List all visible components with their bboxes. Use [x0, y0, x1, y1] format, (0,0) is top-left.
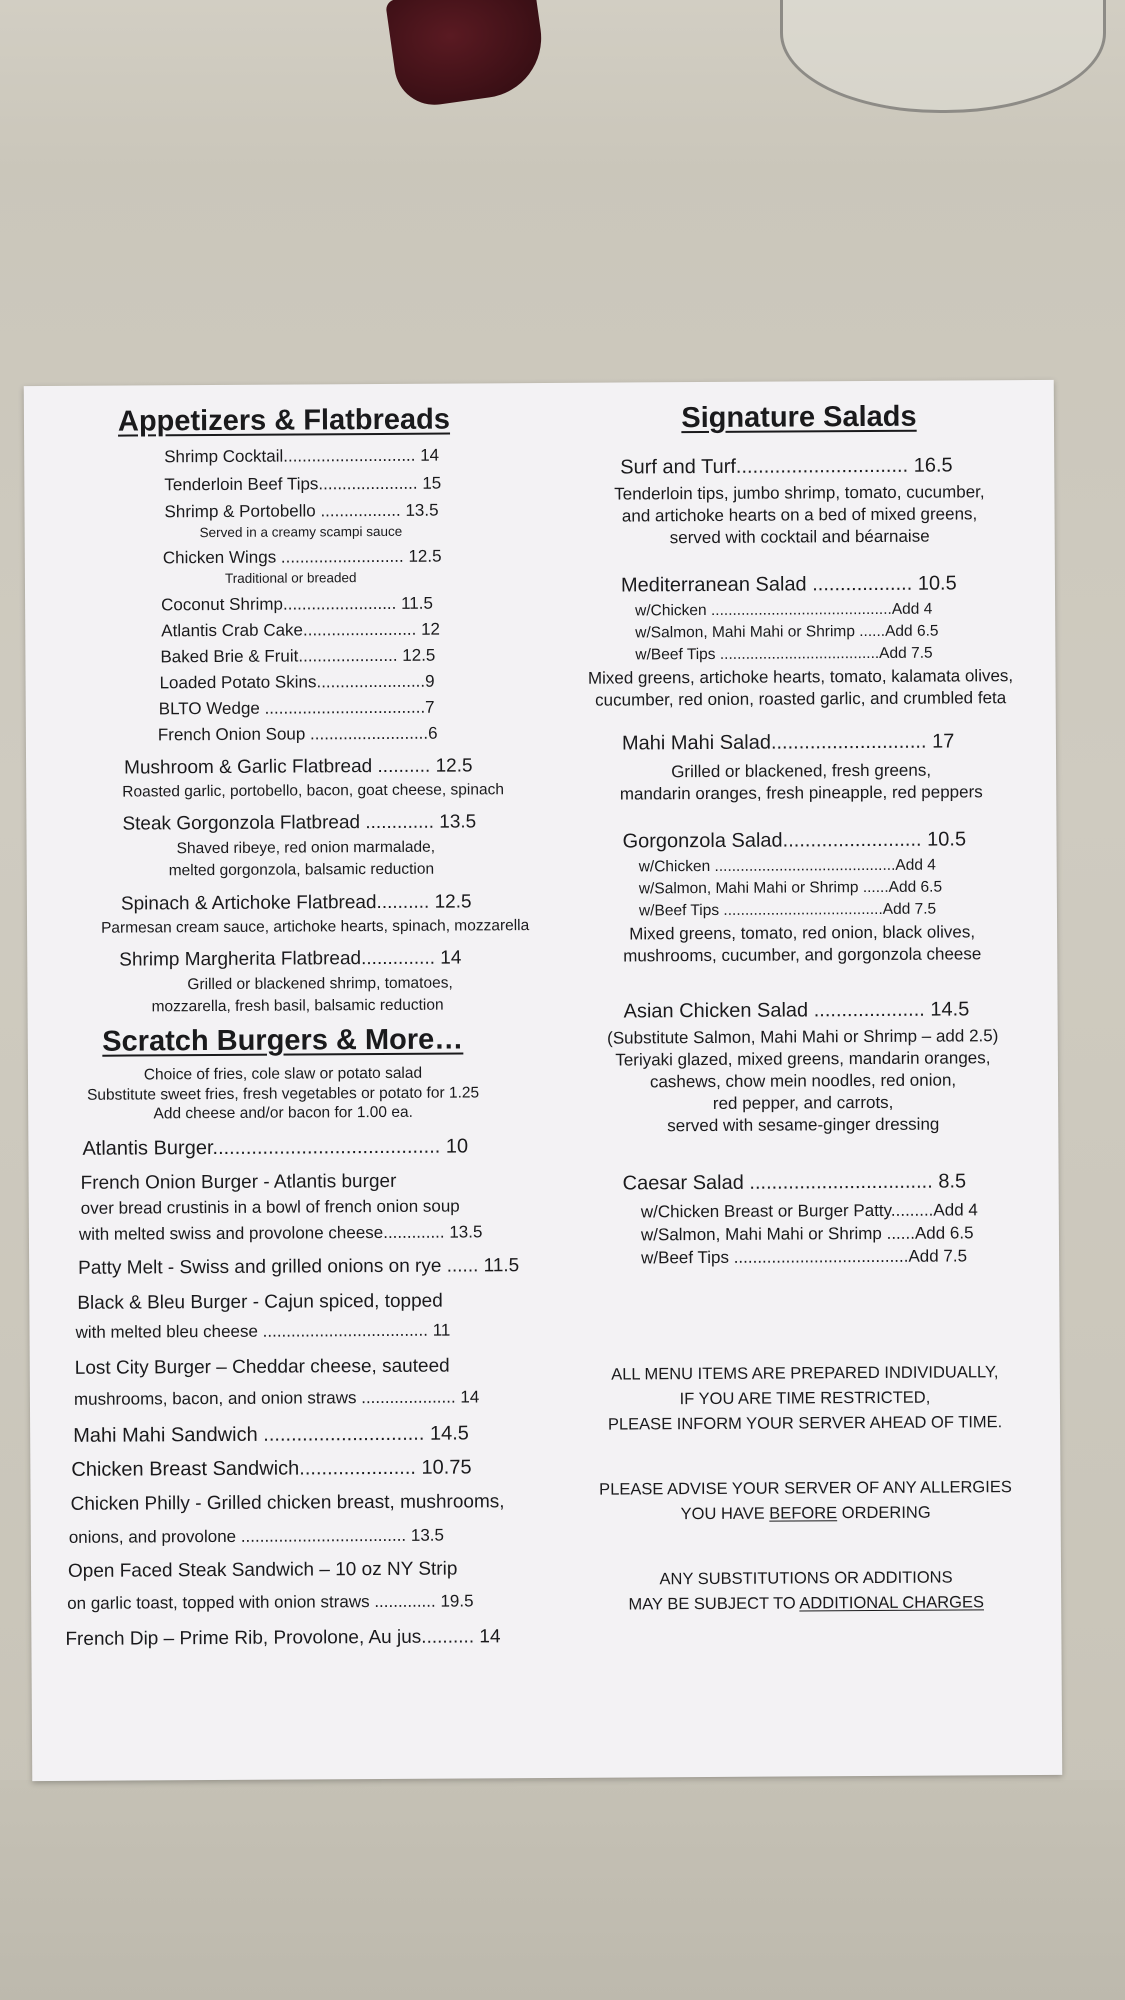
item-description: mandarin oranges, fresh pineapple, red peppers	[619, 782, 983, 804]
notice-line: IF YOU ARE TIME RESTRICTED,	[679, 1388, 931, 1408]
menu-item: Shrimp Cocktail............................ 14	[164, 445, 440, 467]
menu-item: Black & Bleu Burger - Cajun spiced, topped	[77, 1290, 443, 1314]
item-description: Shaved ribeye, red onion marmalade,	[176, 838, 436, 858]
menu-item: Mahi Mahi Sandwich ............................. 14.5	[73, 1422, 469, 1447]
menu-item: Asian Chicken Salad .................... 14.5	[623, 998, 970, 1023]
item-description: (Substitute Salmon, Mahi Mahi or Shrimp – add 2.5)	[607, 1026, 999, 1048]
add-on: w/Beef Tips .....................................Add 7.5	[638, 900, 937, 920]
item-description: Mixed greens, artichoke hearts, tomato, kalamata olives,	[587, 666, 1014, 688]
item-description: served with sesame-ginger dressing	[667, 1114, 940, 1136]
menu-item: Open Faced Steak Sandwich – 10 oz NY Strip	[67, 1558, 458, 1582]
menu-item: Lost City Burger – Cheddar cheese, sauteed	[74, 1355, 450, 1379]
item-description: Parmesan cream sauce, artichoke hearts, spinach, mozzarella	[101, 917, 530, 937]
notice-line: YOU HAVE BEFORE ORDERING	[680, 1503, 931, 1523]
add-on: w/Salmon, Mahi Mahi or Shrimp ......Add 6.5	[640, 1223, 974, 1245]
add-on: w/Chicken ..........................................Add 4	[635, 600, 933, 620]
menu-item: Shrimp & Portobello ................. 13.5	[164, 500, 439, 522]
menu-item: Chicken Breast Sandwich..................... 10.75	[71, 1456, 472, 1481]
menu-item: Gorgonzola Salad......................... 10.5	[622, 828, 967, 853]
salads-heading: Signature Salads	[681, 400, 917, 435]
item-description: Tenderloin tips, jumbo shrimp, tomato, cucumber,	[614, 482, 985, 504]
item-description: over bread crustinis in a bowl of french onion soup	[80, 1196, 460, 1218]
menu-item: Surf and Turf............................... 16.5	[620, 454, 953, 479]
menu-item: Chicken Philly - Grilled chicken breast, mushrooms,	[70, 1491, 505, 1515]
notice-timing	[550, 1360, 1060, 1437]
item-description: red pepper, and carrots,	[712, 1092, 894, 1113]
menu-sheet	[24, 380, 1063, 1781]
item-description: Teriyaki glazed, mixed greens, mandarin oranges,	[615, 1048, 991, 1070]
menu-item: Patty Melt - Swiss and grilled onions on rye ...... 11.5	[78, 1255, 520, 1279]
menu-item: French Dip – Prime Rib, Provolone, Au jus.......... 14	[65, 1626, 501, 1650]
notice-line: PLEASE INFORM YOUR SERVER AHEAD OF TIME.	[607, 1412, 1003, 1434]
menu-item: Baked Brie & Fruit..................... 12.5	[160, 645, 436, 667]
menu-item: Steak Gorgonzola Flatbread ............. 13.5	[122, 811, 477, 835]
menu-item: Mahi Mahi Salad............................ 17	[621, 730, 955, 755]
add-on: w/Chicken ..........................................Add 4	[638, 856, 936, 876]
menu-item: French Onion Soup .........................6	[157, 723, 438, 745]
burgers-note: Add cheese and/or bacon for 1.00 ea.	[153, 1103, 413, 1123]
item-description: served with cocktail and béarnaise	[669, 526, 930, 548]
item-description: cucumber, red onion, roasted garlic, and crumbled feta	[595, 688, 1007, 710]
appetizers-heading: Appetizers & Flatbreads	[117, 403, 451, 438]
item-description: Mixed greens, tomato, red onion, black olives,	[629, 922, 976, 944]
item-description: Traditional or breaded	[224, 570, 357, 586]
item-description: cashews, chow mein noodles, red onion,	[649, 1070, 957, 1092]
add-on: w/Salmon, Mahi Mahi or Shrimp ......Add 6.5	[638, 878, 943, 898]
notice-line: MAY BE SUBJECT TO ADDITIONAL CHARGES	[628, 1593, 984, 1614]
menu-item: Mediterranean Salad .................. 10.5	[620, 572, 957, 597]
menu-item: onions, and provolone ................................... 13.5	[68, 1525, 444, 1547]
burgers-note: Choice of fries, cole slaw or potato salad	[143, 1064, 423, 1084]
item-description: mushrooms, cucumber, and gorgonzola cheese	[623, 944, 982, 966]
item-description: Roasted garlic, portobello, bacon, goat cheese, spinach	[122, 781, 504, 801]
menu-item: Mushroom & Garlic Flatbread .......... 12.5	[124, 755, 473, 779]
menu-item: Spinach & Artichoke Flatbread.......... 12.5	[120, 891, 472, 915]
add-on: w/Beef Tips .....................................Add 7.5	[641, 1246, 968, 1268]
item-description: melted gorgonzola, balsamic reduction	[168, 860, 435, 880]
left-column	[24, 383, 544, 1650]
notice-line: ALL MENU ITEMS ARE PREPARED INDIVIDUALLY,	[611, 1363, 999, 1384]
tablecloth-bottom	[0, 1780, 1125, 2000]
menu-item: Chicken Wings .......................... 12.5	[162, 546, 442, 568]
notice-line: PLEASE ADVISE YOUR SERVER OF ANY ALLERGIES	[599, 1478, 1012, 1499]
menu-item: on garlic toast, topped with onion straws ............. 19.5	[67, 1591, 474, 1613]
item-description: Grilled or blackened, fresh greens,	[671, 760, 932, 782]
notice-substitutions	[551, 1565, 1061, 1618]
notice-line: ANY SUBSTITUTIONS OR ADDITIONS	[659, 1568, 953, 1589]
menu-item: French Onion Burger - Atlantis burger	[80, 1170, 397, 1194]
menu-item: Shrimp Margherita Flatbread.............. 14	[119, 947, 462, 971]
menu-item: Loaded Potato Skins.......................9	[159, 671, 435, 693]
item-description: mozzarella, fresh basil, balsamic reduction	[151, 996, 444, 1016]
add-on: w/Beef Tips .....................................Add 7.5	[635, 644, 933, 664]
add-on: w/Salmon, Mahi Mahi or Shrimp ......Add 6.5	[635, 622, 939, 642]
menu-item: Caesar Salad ................................. 8.5	[622, 1170, 967, 1195]
notice-allergies	[550, 1475, 1060, 1528]
menu-item: with melted bleu cheese ................................... 11	[75, 1320, 451, 1342]
right-column	[544, 380, 1054, 1614]
item-description: Served in a creamy scampi sauce	[199, 523, 403, 541]
menu-item: Atlantis Burger......................................... 10	[82, 1135, 469, 1160]
menu-item: BLTO Wedge ..................................7	[158, 697, 435, 719]
burgers-note: Substitute sweet fries, fresh vegetables or potato for 1.25	[87, 1084, 480, 1104]
menu-item: Coconut Shrimp........................ 11.5	[161, 593, 433, 615]
menu-item: with melted swiss and provolone cheese............. 13.5	[78, 1222, 483, 1244]
menu-item: mushrooms, bacon, and onion straws .................... 14	[73, 1387, 480, 1409]
menu-item: Tenderloin Beef Tips..................... 15	[164, 473, 442, 495]
burgers-heading: Scratch Burgers & More…	[102, 1023, 464, 1058]
add-on: w/Chicken Breast or Burger Patty.........Add 4	[640, 1200, 978, 1222]
menu-item: Atlantis Crab Cake........................ 12	[161, 619, 441, 641]
item-description: Grilled or blackened shrimp, tomatoes,	[187, 974, 453, 994]
item-description: and artichoke hearts on a bed of mixed greens,	[621, 504, 978, 526]
